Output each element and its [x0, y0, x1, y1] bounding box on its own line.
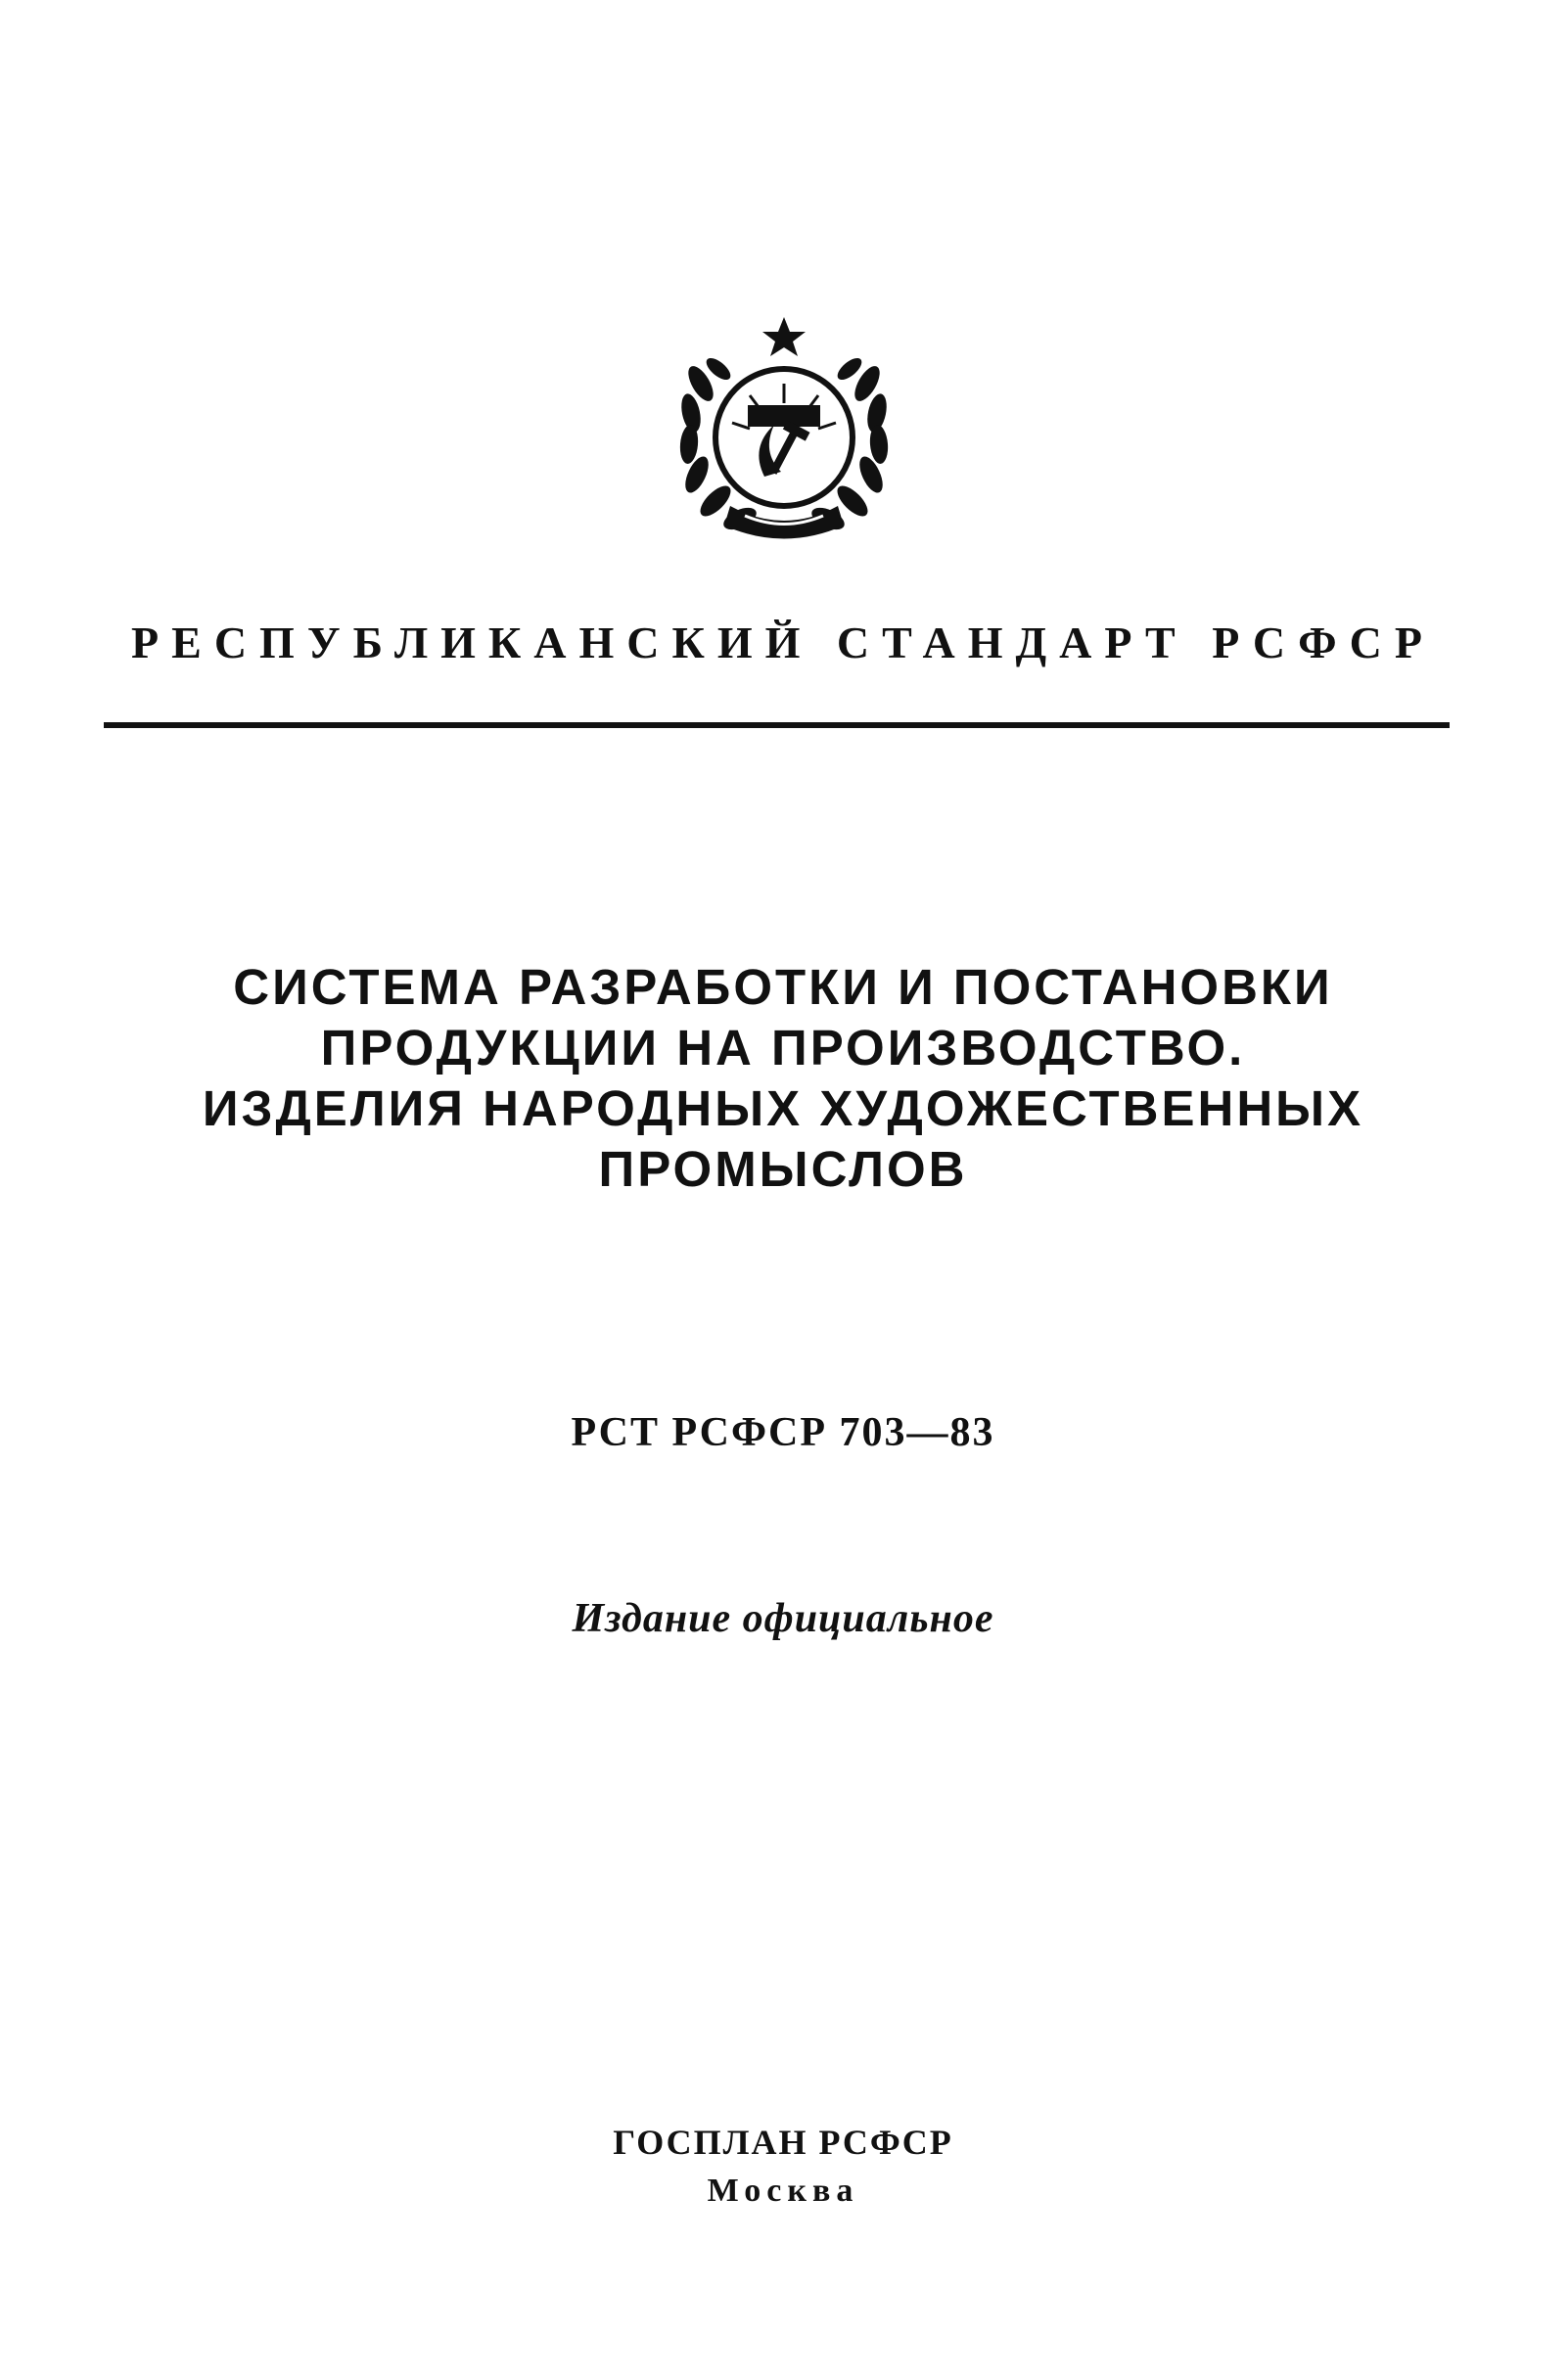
title-line: ПРОМЫСЛОВ	[598, 1141, 968, 1197]
document-title	[147, 957, 1419, 1200]
standard-designation: РСТ РСФСР 703—83	[571, 1410, 995, 1455]
title-line: ПРОДУКЦИИ НА ПРОИЗВОДСТВО.	[320, 1020, 1246, 1076]
title-line: СИСТЕМА РАЗРАБОТКИ И ПОСТАНОВКИ	[233, 959, 1333, 1015]
publisher-name: ГОСПЛАН РСФСР	[613, 2123, 953, 2162]
header-rule	[104, 722, 1450, 728]
edition-note: Издание официальное	[572, 1596, 994, 1641]
title-line: ИЗДЕЛИЯ НАРОДНЫХ ХУДОЖЕСТВЕННЫХ	[202, 1080, 1364, 1136]
state-emblem-icon	[671, 315, 897, 550]
publisher-city: Москва	[707, 2173, 859, 2209]
republic-standard-heading: РЕСПУБЛИКАНСКИЙ СТАНДАРТ РСФСР	[131, 618, 1435, 667]
